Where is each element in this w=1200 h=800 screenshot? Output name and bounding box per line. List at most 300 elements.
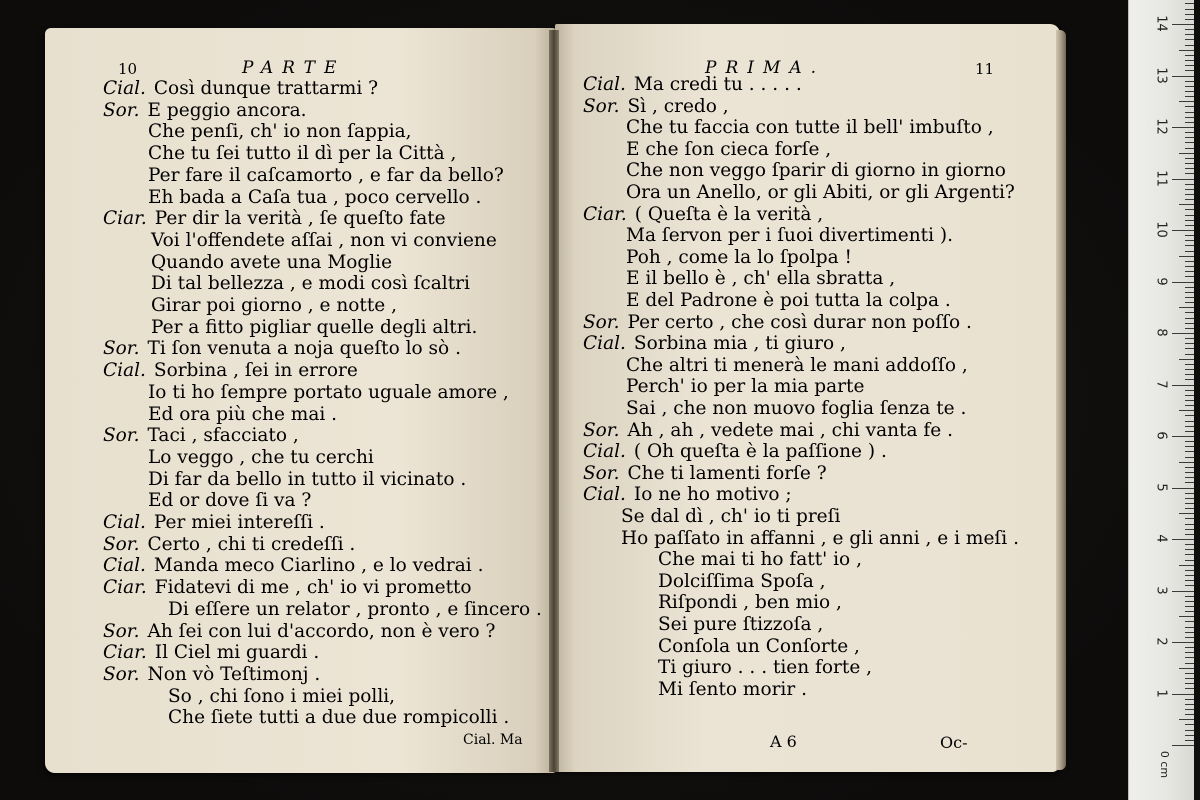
ruler-tick: [1185, 323, 1194, 324]
verse-text: Per a fitto pigliar quelle degli altri.: [151, 316, 478, 338]
ruler-label: 4: [1153, 534, 1169, 543]
ruler-label: 12: [1153, 118, 1169, 135]
verse-text: Sorbina , ſei in errore: [153, 360, 358, 382]
ruler-tick: [1179, 410, 1194, 411]
verse-text: Che penſi, ch' io non ſappia,: [148, 121, 412, 143]
ruler-tick: [1185, 34, 1194, 35]
speaker-label: Ciar.: [583, 203, 627, 225]
verse-line: [583, 333, 846, 355]
ruler-tick: [1185, 395, 1194, 396]
ruler-tick: [1185, 730, 1194, 731]
speaker-label: Sor.: [103, 533, 140, 555]
ruler-tick: [1172, 179, 1194, 180]
ruler-unit: 0 cm: [1158, 750, 1172, 779]
ruler-tick: [1185, 627, 1194, 628]
ruler-tick: [1185, 19, 1194, 20]
verse-text: Che ti lamenti forſe ?: [627, 462, 827, 484]
verse-line: [658, 571, 826, 593]
ruler-tick: [1185, 637, 1194, 638]
verse-text: Ah , ah , vedete mai , chi vanta fe .: [627, 419, 953, 441]
verse-text: Conſola un Conſorte ,: [658, 635, 860, 657]
verse-line: [583, 463, 827, 485]
verse-text: Taci , sfacciato ,: [147, 425, 299, 447]
ruler-tick: [1185, 271, 1194, 272]
verse-line: [103, 512, 325, 534]
verse-text: Di tal bellezza , e modi così ſcaltri: [151, 273, 470, 295]
ruler-tick: [1185, 240, 1194, 241]
ruler-tick: [1185, 652, 1194, 653]
ruler-tick: [1185, 467, 1194, 468]
ruler-tick: [1185, 91, 1194, 92]
verse-line: [103, 78, 378, 100]
ruler-label: 7: [1153, 379, 1169, 389]
ruler-tick: [1185, 168, 1194, 169]
verse-line: [621, 528, 1019, 550]
ruler-tick: [1185, 503, 1194, 504]
ruler-tick: [1185, 529, 1194, 530]
ruler-tick: [1179, 462, 1194, 463]
verse-text: Che tu faccia con tutte il bell' imbuſto ,: [626, 117, 994, 139]
verse-line: [151, 295, 397, 317]
speaker-label: Ciar.: [103, 577, 147, 599]
ruler-label: 13: [1153, 66, 1169, 84]
ruler-tick: [1185, 534, 1194, 535]
ruler-tick: [1185, 549, 1194, 550]
ruler-label: 10: [1153, 221, 1169, 238]
ruler-tick: [1179, 307, 1194, 308]
ruler-tick: [1172, 591, 1194, 592]
ruler-tick: [1185, 688, 1194, 689]
right-page-number: 11: [975, 60, 995, 78]
ruler-tick: [1185, 580, 1194, 581]
ruler-tick: [1185, 70, 1194, 71]
verse-text: Ed or dove ſi va ?: [148, 490, 312, 512]
ruler-tick: [1185, 9, 1194, 10]
verse-text: Girar poi giorno , e notte ,: [151, 295, 397, 316]
left-page-number: 10: [118, 60, 138, 78]
ruler-tick: [1185, 451, 1194, 452]
verse-line: [583, 441, 887, 463]
ruler-label: 11: [1153, 169, 1169, 187]
ruler-tick: [1172, 488, 1194, 489]
verse-line: [148, 469, 466, 491]
ruler-label: 6: [1153, 431, 1169, 440]
ruler-tick: [1179, 719, 1194, 720]
ruler-tick: [1185, 348, 1194, 349]
verse-text: Ed ora più che mai .: [148, 403, 338, 425]
verse-text: E peggio ancora.: [147, 99, 307, 121]
speaker-label: Sor.: [583, 462, 620, 484]
ruler-tick: [1185, 132, 1194, 133]
verse-line: [151, 273, 470, 295]
speaker-label: Cial.: [103, 512, 146, 533]
speaker-label: Cial.: [583, 333, 626, 355]
verse-line: [658, 549, 862, 571]
speaker-label: Sor.: [103, 620, 140, 642]
ruler-tick: [1179, 153, 1194, 154]
verse-text: Mi ſento morir .: [658, 678, 807, 700]
verse-text: Per fare il caſcamorto , e far da bello?: [148, 164, 504, 186]
verse-text: Ma credi tu . . . . .: [633, 74, 802, 95]
ruler-tick: [1179, 513, 1194, 514]
verse-line: [151, 230, 497, 252]
ruler-tick: [1185, 184, 1194, 185]
speaker-label: Sor.: [103, 99, 140, 121]
verse-line: [626, 160, 1006, 182]
verse-text: Perch' io per la mia parte: [626, 376, 865, 398]
speaker-label: Sor.: [103, 425, 140, 447]
ruler-tick: [1185, 3, 1194, 4]
verse-text: Di far da bello in tutto il vicinato .: [148, 468, 467, 490]
ruler-tick: [1185, 173, 1194, 174]
verse-line: [626, 247, 852, 269]
ruler-tick: [1185, 369, 1194, 370]
book-gutter: [549, 30, 559, 772]
ruler-tick: [1185, 426, 1194, 427]
verse-line: [103, 360, 358, 382]
verse-line: [103, 208, 446, 230]
verse-line: [658, 679, 807, 701]
ruler-tick: [1185, 740, 1194, 741]
ruler-tick: [1185, 302, 1194, 303]
verse-line: [626, 182, 1015, 204]
ruler-tick: [1185, 81, 1194, 82]
verse-line: [103, 338, 461, 360]
ruler-tick: [1185, 390, 1194, 391]
verse-text: Quando avete una Moglie: [151, 251, 393, 273]
verse-line: [621, 506, 840, 528]
verse-text: Ti giuro . . . tien forte ,: [658, 657, 873, 679]
left-catchword: Cial. Ma: [463, 732, 523, 748]
verse-text: Ho paſſato in affanni , e gli anni , e i meſi .: [621, 527, 1019, 549]
ruler-tick: [1185, 297, 1194, 298]
ruler-tick: [1185, 446, 1194, 447]
ruler-tick: [1172, 694, 1194, 695]
ruler-tick: [1185, 60, 1194, 61]
verse-line: [583, 312, 972, 334]
verse-line: [168, 599, 542, 621]
verse-line: [626, 376, 864, 398]
ruler-tick: [1185, 354, 1194, 355]
ruler-tick: [1179, 50, 1194, 51]
ruler-tick: [1179, 359, 1194, 360]
ruler-tick: [1179, 616, 1194, 617]
ruler-label: 3: [1153, 585, 1169, 595]
verse-line: [148, 490, 311, 512]
verse-text: E che ſon cieca forſe ,: [626, 138, 832, 160]
ruler-tick: [1185, 544, 1194, 545]
speaker-label: Sor.: [583, 311, 620, 333]
verse-text: E del Padrone è poi tutta la colpa .: [626, 290, 951, 311]
ruler-tick: [1185, 405, 1194, 406]
speaker-label: Ciar.: [103, 208, 147, 230]
verse-text: So , chi ſono i miei polli,: [168, 685, 396, 707]
verse-line: [658, 657, 872, 679]
verse-text: Sai , che non muovo foglia ſenza te .: [626, 398, 967, 419]
ruler-tick: [1179, 668, 1194, 669]
speaker-label: Sor.: [103, 338, 140, 360]
ruler-tick: [1185, 441, 1194, 442]
ruler-tick: [1179, 101, 1194, 102]
ruler-label: 2: [1153, 637, 1169, 646]
ruler-tick: [1185, 276, 1194, 277]
verse-text: ( Queſta è la verità ,: [634, 203, 824, 225]
ruler-tick: [1185, 106, 1194, 107]
ruler-tick: [1172, 230, 1194, 231]
ruler-tick: [1185, 55, 1194, 56]
ruler-tick: [1185, 225, 1194, 226]
ruler-tick: [1185, 493, 1194, 494]
ruler-tick: [1172, 76, 1194, 77]
ruler-tick: [1179, 565, 1194, 566]
verse-text: Per miei intereſſi .: [153, 512, 325, 533]
verse-line: [658, 636, 860, 658]
ruler-tick: [1185, 632, 1194, 633]
verse-line: [103, 577, 472, 599]
speaker-label: Cial.: [103, 360, 146, 382]
verse-text: Voi l'offendete aſſai , non vi conviene: [151, 229, 497, 251]
verse-text: Che ſiete tutti a due due rompicolli .: [168, 707, 510, 729]
verse-text: Sei pure ſtizzoſa ,: [658, 614, 824, 635]
ruler-tick: [1185, 163, 1194, 164]
ruler-tick: [1185, 379, 1194, 380]
ruler-tick: [1185, 148, 1194, 149]
verse-text: ( Oh queſta è la paſſione ) .: [633, 441, 887, 463]
verse-line: [583, 204, 823, 226]
ruler-tick: [1185, 194, 1194, 195]
verse-line: [626, 398, 966, 420]
ruler-tick: [1185, 575, 1194, 576]
ruler-label: 9: [1153, 276, 1169, 286]
ruler-tick: [1185, 343, 1194, 344]
verse-text: Sì , credo ,: [627, 95, 729, 117]
verse-line: [626, 225, 953, 247]
ruler-tick: [1185, 235, 1194, 236]
verse-line: [148, 404, 337, 426]
ruler-label: 14: [1153, 15, 1169, 32]
verse-line: [626, 139, 831, 161]
ruler-tick: [1185, 724, 1194, 725]
ruler-tick: [1185, 554, 1194, 555]
speaker-label: Sor.: [103, 663, 140, 685]
ruler-tick: [1185, 421, 1194, 422]
ruler-tick: [1185, 601, 1194, 602]
ruler-tick: [1185, 137, 1194, 138]
ruler-tick: [1185, 39, 1194, 40]
verse-text: Poh , come la lo ſpolpa !: [626, 246, 852, 268]
ruler-tick: [1185, 318, 1194, 319]
ruler-tick: [1185, 65, 1194, 66]
ruler-tick: [1185, 266, 1194, 267]
ruler-tick: [1172, 24, 1194, 25]
ruler-tick: [1185, 431, 1194, 432]
ruler-tick: [1185, 292, 1194, 293]
verse-text: Riſpondi , ben mio ,: [658, 592, 842, 614]
verse-line: [148, 143, 456, 165]
ruler-tick: [1185, 96, 1194, 97]
verse-text: Sorbina mia , ti giuro ,: [633, 333, 846, 355]
verse-text: Dolciſſima Spoſa ,: [658, 570, 826, 592]
verse-line: [151, 317, 477, 339]
ruler-tick: [1185, 699, 1194, 700]
verse-line: [626, 355, 968, 377]
ruler-tick: [1172, 745, 1194, 746]
verse-text: Che tu ſei tutto il dì per la Città ,: [148, 143, 457, 165]
ruler-tick: [1185, 209, 1194, 210]
ruler-label: 1: [1153, 688, 1169, 698]
speaker-label: Cial.: [583, 74, 626, 95]
verse-text: Che mai ti ho fatt' io ,: [658, 549, 862, 571]
ruler-tick: [1185, 245, 1194, 246]
ruler-tick: [1172, 539, 1194, 540]
ruler-tick: [1185, 606, 1194, 607]
ruler-tick: [1172, 436, 1194, 437]
ruler-tick: [1185, 86, 1194, 87]
ruler-tick: [1185, 287, 1194, 288]
ruler-tick: [1185, 683, 1194, 684]
ruler-tick: [1179, 204, 1194, 205]
ruler-tick: [1185, 477, 1194, 478]
verse-text: Se dal dì , ch' io ti preſi: [621, 506, 841, 527]
verse-line: [103, 642, 319, 664]
ruler-tick: [1185, 735, 1194, 736]
verse-line: [148, 165, 504, 187]
ruler-tick: [1185, 657, 1194, 658]
ruler-tick: [1185, 122, 1194, 123]
verse-line: [148, 447, 374, 469]
verse-text: Lo veggo , che tu cerchi: [148, 446, 374, 468]
ruler-tick: [1185, 508, 1194, 509]
verse-text: Eh bada a Caſa tua , poco cervello .: [148, 186, 482, 208]
verse-line: [168, 686, 395, 708]
verse-text: Per dir la verità , ſe queſto fate: [154, 208, 446, 230]
ruler-tick: [1185, 472, 1194, 473]
verse-text: Che altri ti menerà le mani addoſſo ,: [626, 354, 968, 376]
left-running-head: PARTE: [242, 58, 346, 78]
verse-text: Manda meco Ciarlino , e lo vedrai .: [153, 555, 484, 577]
speaker-label: Cial.: [583, 441, 626, 463]
ruler-tick: [1185, 611, 1194, 612]
speaker-label: Cial.: [103, 78, 146, 99]
ruler-tick: [1185, 374, 1194, 375]
measuring-ruler: [1128, 0, 1194, 800]
ruler-tick: [1185, 215, 1194, 216]
verse-line: [103, 534, 355, 556]
ruler-tick: [1185, 498, 1194, 499]
ruler-tick: [1185, 621, 1194, 622]
ruler-tick: [1185, 647, 1194, 648]
ruler-tick: [1185, 570, 1194, 571]
verse-text: Ora un Anello, or gli Abiti, or gli Argenti?: [626, 182, 1015, 203]
ruler-tick: [1185, 457, 1194, 458]
ruler-tick: [1172, 333, 1194, 334]
verse-line: [626, 117, 994, 139]
verse-line: [626, 268, 895, 290]
ruler-tick: [1185, 142, 1194, 143]
verse-line: [148, 121, 412, 143]
ruler-tick: [1185, 312, 1194, 313]
verse-line: [626, 290, 951, 312]
verse-line: [658, 592, 842, 614]
ruler-tick: [1185, 45, 1194, 46]
ruler-tick: [1185, 251, 1194, 252]
speaker-label: Cial.: [583, 484, 626, 506]
verse-line: [658, 614, 823, 636]
ruler-tick: [1185, 220, 1194, 221]
ruler-tick: [1185, 524, 1194, 525]
ruler-tick: [1185, 518, 1194, 519]
ruler-tick: [1185, 328, 1194, 329]
ruler-tick: [1185, 663, 1194, 664]
verse-line: [583, 420, 953, 442]
ruler-tick: [1172, 282, 1194, 283]
ruler-tick: [1185, 714, 1194, 715]
verse-line: [583, 96, 729, 118]
verse-text: Non vò Teſtimonj .: [147, 663, 321, 685]
verse-line: [103, 621, 495, 643]
ruler-tick: [1185, 415, 1194, 416]
verse-text: Così dunque trattarmi ?: [153, 78, 379, 99]
verse-text: Ma ſervon per i ſuoi divertimenti ).: [626, 225, 953, 247]
speaker-label: Ciar.: [103, 642, 147, 664]
ruler-tick: [1179, 256, 1194, 257]
verse-text: Ti ſon venuta a noja queſto lo sò .: [147, 338, 461, 360]
right-catchword: Oc-: [940, 733, 968, 752]
verse-line: [148, 382, 509, 404]
ruler-tick: [1185, 199, 1194, 200]
speaker-label: Cial.: [103, 555, 146, 577]
verse-text: Fidatevi di me , ch' io vi prometto: [154, 577, 472, 599]
ruler-tick: [1185, 400, 1194, 401]
ruler-tick: [1185, 29, 1194, 30]
ruler-tick: [1185, 338, 1194, 339]
ruler-tick: [1185, 704, 1194, 705]
ruler-tick: [1185, 678, 1194, 679]
verse-text: Di eſſere un relator , pronto , e ſincero .: [168, 598, 542, 620]
ruler-tick: [1172, 642, 1194, 643]
ruler-tick: [1185, 112, 1194, 113]
verse-line: [583, 484, 792, 506]
ruler-tick: [1172, 127, 1194, 128]
speaker-label: Sor.: [583, 95, 620, 117]
ruler-tick: [1185, 585, 1194, 586]
verse-text: Per certo , che così durar non poſſo .: [627, 311, 972, 333]
page-edge: [1056, 30, 1066, 770]
verse-text: E il bello è , ch' ella sbratta ,: [626, 268, 896, 290]
verse-text: Che non veggo ſparir di giorno in giorno: [626, 160, 1006, 182]
ruler-tick: [1185, 709, 1194, 710]
ruler-tick: [1185, 117, 1194, 118]
ruler-tick: [1185, 189, 1194, 190]
ruler-tick: [1185, 482, 1194, 483]
ruler-tick: [1185, 158, 1194, 159]
ruler-label: 8: [1153, 328, 1169, 337]
speaker-label: Sor.: [583, 419, 620, 441]
right-running-head: PRIMA.: [705, 58, 826, 78]
verse-line: [151, 252, 392, 274]
verse-line: [103, 555, 483, 577]
ruler-tick: [1185, 364, 1194, 365]
ruler-tick: [1185, 673, 1194, 674]
ruler-label: 5: [1153, 482, 1169, 492]
verse-line: [103, 100, 307, 122]
verse-line: [583, 74, 802, 96]
verse-text: Io ti ho ſempre portato uguale amore ,: [148, 381, 509, 403]
verse-text: Io ne ho motivo ;: [633, 484, 792, 506]
verse-line: [168, 707, 509, 729]
ruler-tick: [1185, 14, 1194, 15]
right-signature: A 6: [770, 732, 797, 751]
